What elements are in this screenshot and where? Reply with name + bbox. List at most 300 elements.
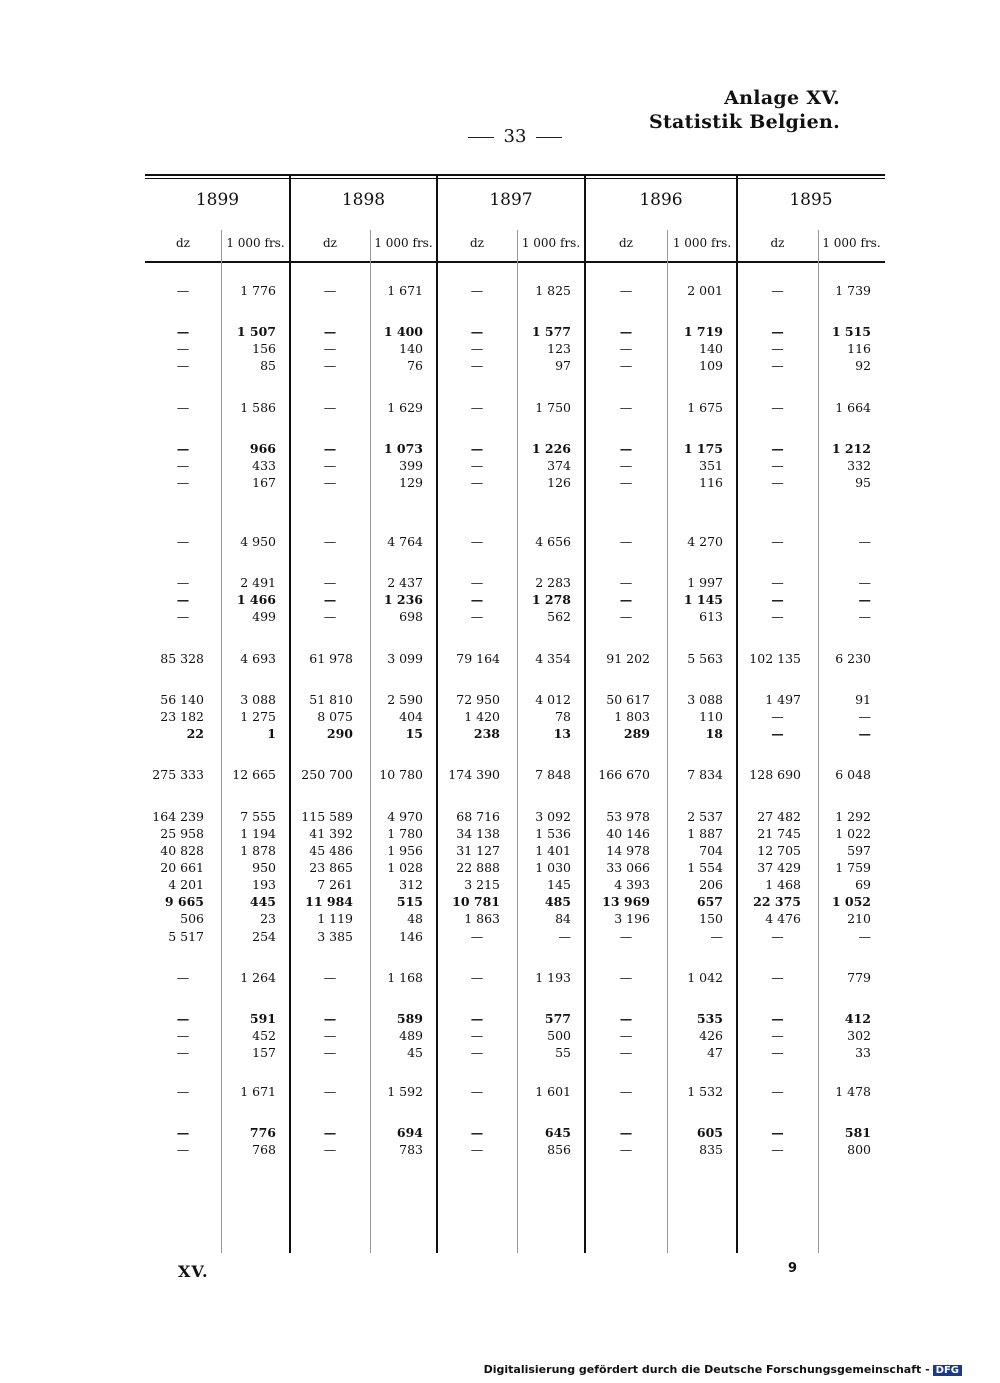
cell-dz: 68 716 [456,809,500,824]
cell-frs: 2 590 [387,692,423,707]
cell-dz: 102 135 [749,651,801,666]
table-row [0,1027,1000,1044]
cell-frs: 140 [399,341,423,356]
cell-dz: — [619,575,633,590]
cell-frs: — [558,929,571,944]
cell-frs: 123 [547,341,571,356]
cell-frs: 645 [544,1125,571,1140]
cell-frs: 1 592 [387,1084,423,1099]
unit-header-dz: dz [469,236,484,250]
cell-dz: — [323,475,337,490]
cell-dz: — [470,283,484,298]
table-top-rule-thin [145,178,885,179]
cell-frs: 145 [547,877,571,892]
page-number-dash-left [468,137,494,138]
table-row [0,457,1000,474]
cell-dz: — [470,592,484,607]
cell-dz: — [323,400,337,415]
cell-dz: — [470,341,484,356]
cell-dz: — [176,283,190,298]
cell-dz: — [470,609,484,624]
cell-dz: 31 127 [456,843,500,858]
cell-dz: — [323,970,337,985]
cell-dz: — [470,1084,484,1099]
cell-dz: 5 517 [168,929,204,944]
cell-frs: 1 [267,726,276,741]
cell-frs: 1 554 [687,860,723,875]
annex-label: Anlage XV. [724,87,840,109]
table-row [0,440,1000,457]
cell-frs: 5 563 [687,651,723,666]
cell-frs: 15 [405,726,423,741]
cell-frs: 412 [844,1011,871,1026]
table-row [0,591,1000,608]
dfg-logo: DFG [933,1365,962,1376]
cell-dz: — [771,1011,784,1026]
cell-frs: — [858,592,871,607]
cell-dz: 23 865 [309,860,353,875]
cell-dz: — [470,458,484,473]
cell-dz: 34 138 [456,826,500,841]
cell-frs: 800 [847,1142,871,1157]
cell-dz: 4 201 [168,877,204,892]
cell-dz: 40 828 [160,843,204,858]
cell-frs: 18 [705,726,723,741]
cell-frs: 485 [544,894,571,909]
cell-dz: — [771,609,784,624]
cell-dz: — [771,283,784,298]
cell-frs: 91 [855,692,871,707]
cell-frs: 515 [396,894,423,909]
cell-dz: 45 486 [309,843,353,858]
year-header-1895: 1895 [789,190,833,210]
cell-frs: 500 [547,1028,571,1043]
table-row [0,1141,1000,1158]
cell-frs: 1 577 [531,324,571,339]
cell-dz: 250 700 [301,767,353,782]
cell-frs: 45 [407,1045,423,1060]
cell-frs: 2 437 [387,575,423,590]
cell-dz: — [771,1125,784,1140]
cell-frs: 374 [547,458,571,473]
cell-frs: 69 [855,877,871,892]
table-row [0,708,1000,725]
cell-dz: — [771,324,784,339]
cell-dz: — [323,609,337,624]
cell-frs: 332 [847,458,871,473]
table-row [0,825,1000,842]
cell-frs: 140 [699,341,723,356]
cell-dz: — [771,1084,784,1099]
unit-header-frs: 1 000 frs. [822,236,881,250]
cell-frs: 856 [547,1142,571,1157]
cell-frs: 577 [544,1011,571,1026]
cell-frs: 1 532 [687,1084,723,1099]
cell-dz: 51 810 [309,692,353,707]
cell-dz: — [176,1084,190,1099]
cell-dz: — [619,1125,633,1140]
cell-frs: 2 491 [240,575,276,590]
cell-frs: 657 [696,894,723,909]
cell-frs: 1 466 [236,592,276,607]
cell-dz: — [771,970,784,985]
unit-header-frs: 1 000 frs. [521,236,581,250]
cell-dz: — [470,1045,484,1060]
cell-frs: 591 [249,1011,276,1026]
sheet-number: 9 [788,1261,798,1276]
cell-frs: 2 537 [687,809,723,824]
cell-dz: — [323,358,337,373]
cell-dz: 61 978 [309,651,353,666]
table-row [0,608,1000,625]
cell-frs: 4 764 [387,534,423,549]
cell-frs: 1 664 [835,400,871,415]
cell-frs: 966 [249,441,276,456]
cell-dz: — [323,1011,337,1026]
cell-dz: 128 690 [749,767,801,782]
cell-dz: 85 328 [160,651,204,666]
cell-frs: 33 [855,1045,871,1060]
year-header-1896: 1896 [639,190,683,210]
table-row [0,340,1000,357]
cell-dz: 1 497 [765,692,801,707]
cell-dz: — [470,358,484,373]
table-row [0,766,1000,783]
cell-frs: 1 675 [687,400,723,415]
cell-dz: — [619,358,633,373]
cell-dz: 91 202 [606,651,650,666]
cell-dz: — [323,441,337,456]
table-row [0,893,1000,910]
cell-dz: 275 333 [152,767,204,782]
cell-frs: 116 [699,475,723,490]
cell-frs: 1 226 [531,441,571,456]
cell-frs: 1 739 [835,283,871,298]
cell-dz: — [323,1142,337,1157]
cell-frs: 1 780 [387,826,423,841]
cell-dz: — [619,1045,633,1060]
cell-frs: 1 030 [535,860,571,875]
cell-frs: 92 [855,358,871,373]
cell-frs: 783 [399,1142,423,1157]
cell-frs: 535 [696,1011,723,1026]
table-row [0,1083,1000,1100]
cell-dz: — [470,1011,484,1026]
cell-frs: 1 292 [835,809,871,824]
cell-frs: 581 [844,1125,871,1140]
cell-frs: 1 194 [240,826,276,841]
cell-frs: 6 230 [835,651,871,666]
cell-dz: 3 196 [614,911,650,926]
cell-dz: 21 745 [757,826,801,841]
cell-dz: — [771,534,784,549]
cell-dz: — [771,441,784,456]
credit-text: Digitalisierung gefördert durch die Deutsche Forschungsgemeinschaft - [483,1363,930,1376]
cell-frs: 4 970 [387,809,423,824]
page-number [0,126,1000,147]
cell-dz: — [470,324,484,339]
cell-dz: — [323,1028,337,1043]
cell-frs: 698 [399,609,423,624]
cell-dz: 1 863 [464,911,500,926]
year-header-1899: 1899 [195,190,240,210]
cell-frs: 95 [855,475,871,490]
cell-dz: — [619,592,633,607]
cell-dz: — [323,1045,337,1060]
cell-frs: 1 052 [831,894,871,909]
cell-dz: 164 239 [152,809,204,824]
cell-frs: 3 088 [240,692,276,707]
cell-dz: — [176,1125,190,1140]
cell-dz: — [619,970,633,985]
annex-subtitle: Statistik Belgien. [648,111,840,133]
cell-dz: — [323,458,337,473]
cell-frs: 97 [555,358,571,373]
cell-frs: 1 145 [683,592,723,607]
cell-dz: — [470,1028,484,1043]
table-row [0,323,1000,340]
table-row [0,399,1000,416]
cell-dz: — [771,400,784,415]
cell-frs: 433 [252,458,276,473]
cell-frs: 1 759 [835,860,871,875]
cell-frs: 835 [699,1142,723,1157]
cell-frs: 1 629 [387,400,423,415]
cell-dz: — [176,1045,190,1060]
table-top-rule [145,174,885,176]
cell-dz: — [771,1045,784,1060]
cell-dz: — [470,575,484,590]
unit-header-dz: dz [618,236,633,250]
cell-dz: 33 066 [606,860,650,875]
unit-header-frs: 1 000 frs. [226,236,285,250]
cell-frs: 4 656 [535,534,571,549]
cell-dz: 166 670 [598,767,650,782]
cell-frs: 1 776 [240,283,276,298]
cell-frs: 1 478 [835,1084,871,1099]
cell-dz: — [470,1125,484,1140]
cell-frs: 193 [252,877,276,892]
cell-dz: — [323,1084,337,1099]
cell-frs: 605 [696,1125,723,1140]
cell-frs: 150 [699,911,723,926]
cell-frs: — [858,534,871,549]
cell-dz: — [176,358,190,373]
cell-dz: — [771,1142,784,1157]
cell-frs: 1 175 [683,441,723,456]
cell-frs: 206 [699,877,723,892]
cell-frs: 2 283 [535,575,571,590]
cell-dz: 14 978 [606,843,650,858]
cell-dz: — [619,1028,633,1043]
cell-dz: — [771,709,784,724]
cell-frs: 399 [399,458,423,473]
cell-frs: 78 [555,709,571,724]
cell-frs: — [858,726,871,741]
cell-dz: — [470,534,484,549]
cell-frs: 694 [396,1125,423,1140]
table-row [0,969,1000,986]
cell-dz: — [619,458,633,473]
cell-frs: 1 671 [387,283,423,298]
cell-frs: 768 [252,1142,276,1157]
cell-frs: 589 [396,1011,423,1026]
cell-frs: 1 887 [687,826,723,841]
table-row [0,859,1000,876]
cell-dz: 50 617 [606,692,650,707]
cell-frs: 1 671 [240,1084,276,1099]
cell-dz: — [771,341,784,356]
cell-frs: 48 [407,911,423,926]
cell-dz: 11 984 [305,894,353,909]
unit-header-frs: 1 000 frs. [374,236,433,250]
cell-dz: — [176,458,190,473]
unit-header-frs: 1 000 frs. [672,236,732,250]
cell-dz: — [176,575,190,590]
cell-frs: 1 878 [240,843,276,858]
unit-header-dz: dz [175,236,190,250]
cell-dz: — [619,324,633,339]
cell-frs: 499 [252,609,276,624]
cell-frs: 312 [399,877,423,892]
cell-frs: 85 [260,358,276,373]
table-row [0,282,1000,299]
cell-dz: — [176,970,190,985]
cell-frs: 1 400 [383,324,423,339]
page-number-value: 33 [503,126,527,147]
signature-mark: XV. [178,1262,209,1281]
cell-frs: 210 [847,911,871,926]
cell-dz: 20 661 [160,860,204,875]
cell-frs: 426 [699,1028,723,1043]
cell-frs: 6 048 [835,767,871,782]
cell-dz: — [771,475,784,490]
cell-frs: 4 012 [535,692,571,707]
cell-frs: 1 073 [383,441,423,456]
cell-dz: — [619,400,633,415]
table-row [0,357,1000,374]
cell-dz: — [176,475,190,490]
cell-dz: — [771,575,784,590]
cell-dz: — [470,1142,484,1157]
cell-frs: 3 099 [387,651,423,666]
unit-header-dz: dz [770,236,785,250]
cell-dz: 506 [180,911,204,926]
cell-frs: 1 825 [535,283,571,298]
cell-dz: — [619,609,633,624]
cell-dz: — [470,400,484,415]
table-row [0,574,1000,591]
cell-frs: 779 [847,970,871,985]
cell-frs: 302 [847,1028,871,1043]
cell-frs: 489 [399,1028,423,1043]
cell-frs: 146 [399,929,423,944]
cell-dz: — [323,1125,337,1140]
cell-dz: — [619,475,633,490]
year-header-1898: 1898 [341,190,386,210]
cell-frs: 1 586 [240,400,276,415]
cell-frs: 129 [399,475,423,490]
cell-dz: 53 978 [606,809,650,824]
year-header-1897: 1897 [489,190,533,210]
unit-header-dz: dz [322,236,337,250]
cell-dz: — [619,1084,633,1099]
cell-frs: 1 750 [535,400,571,415]
cell-frs: 1 275 [240,709,276,724]
cell-dz: — [619,929,633,944]
cell-dz: 23 182 [160,709,204,724]
cell-dz: 10 781 [452,894,500,909]
cell-dz: — [619,1142,633,1157]
cell-frs: 116 [847,341,871,356]
cell-dz: — [323,592,337,607]
cell-dz: 290 [326,726,353,741]
cell-frs: 1 997 [687,575,723,590]
cell-dz: 174 390 [448,767,500,782]
cell-dz: 41 392 [309,826,353,841]
cell-frs: 1 168 [387,970,423,985]
cell-dz: — [470,475,484,490]
cell-frs: 1 193 [535,970,571,985]
cell-frs: 7 834 [687,767,723,782]
cell-dz: 13 969 [602,894,650,909]
cell-frs: 157 [252,1045,276,1060]
cell-frs: — [858,575,871,590]
cell-frs: 76 [407,358,423,373]
cell-frs: 1 264 [240,970,276,985]
cell-dz: — [323,575,337,590]
cell-frs: 4 950 [240,534,276,549]
table-row [0,533,1000,550]
cell-dz: 40 146 [606,826,650,841]
cell-dz: — [619,1011,633,1026]
cell-dz: — [771,929,784,944]
cell-frs: 562 [547,609,571,624]
cell-frs: 950 [252,860,276,875]
cell-dz: — [619,341,633,356]
cell-dz: 9 665 [164,894,204,909]
cell-frs: 776 [249,1125,276,1140]
cell-dz: — [176,592,190,607]
table-row [0,474,1000,491]
cell-frs: 3 092 [535,809,571,824]
cell-frs: 4 354 [535,651,571,666]
cell-frs: 597 [847,843,871,858]
cell-frs: 1 028 [387,860,423,875]
cell-dz: — [470,970,484,985]
table-row [0,910,1000,927]
cell-dz: — [619,441,633,456]
cell-frs: 254 [252,929,276,944]
cell-dz: 22 375 [753,894,801,909]
cell-frs: 1 956 [387,843,423,858]
cell-frs: 84 [555,911,571,926]
cell-dz: 37 429 [757,860,801,875]
cell-dz: — [771,458,784,473]
cell-dz: — [176,400,190,415]
cell-dz: — [323,341,337,356]
cell-frs: 613 [699,609,723,624]
cell-dz: — [323,534,337,549]
cell-frs: 4 693 [240,651,276,666]
cell-dz: — [176,534,190,549]
table-row [0,1044,1000,1061]
cell-dz: 1 803 [614,709,650,724]
cell-frs: — [710,929,723,944]
cell-dz: — [771,592,784,607]
cell-frs: 1 507 [236,324,276,339]
cell-frs: 110 [699,709,723,724]
